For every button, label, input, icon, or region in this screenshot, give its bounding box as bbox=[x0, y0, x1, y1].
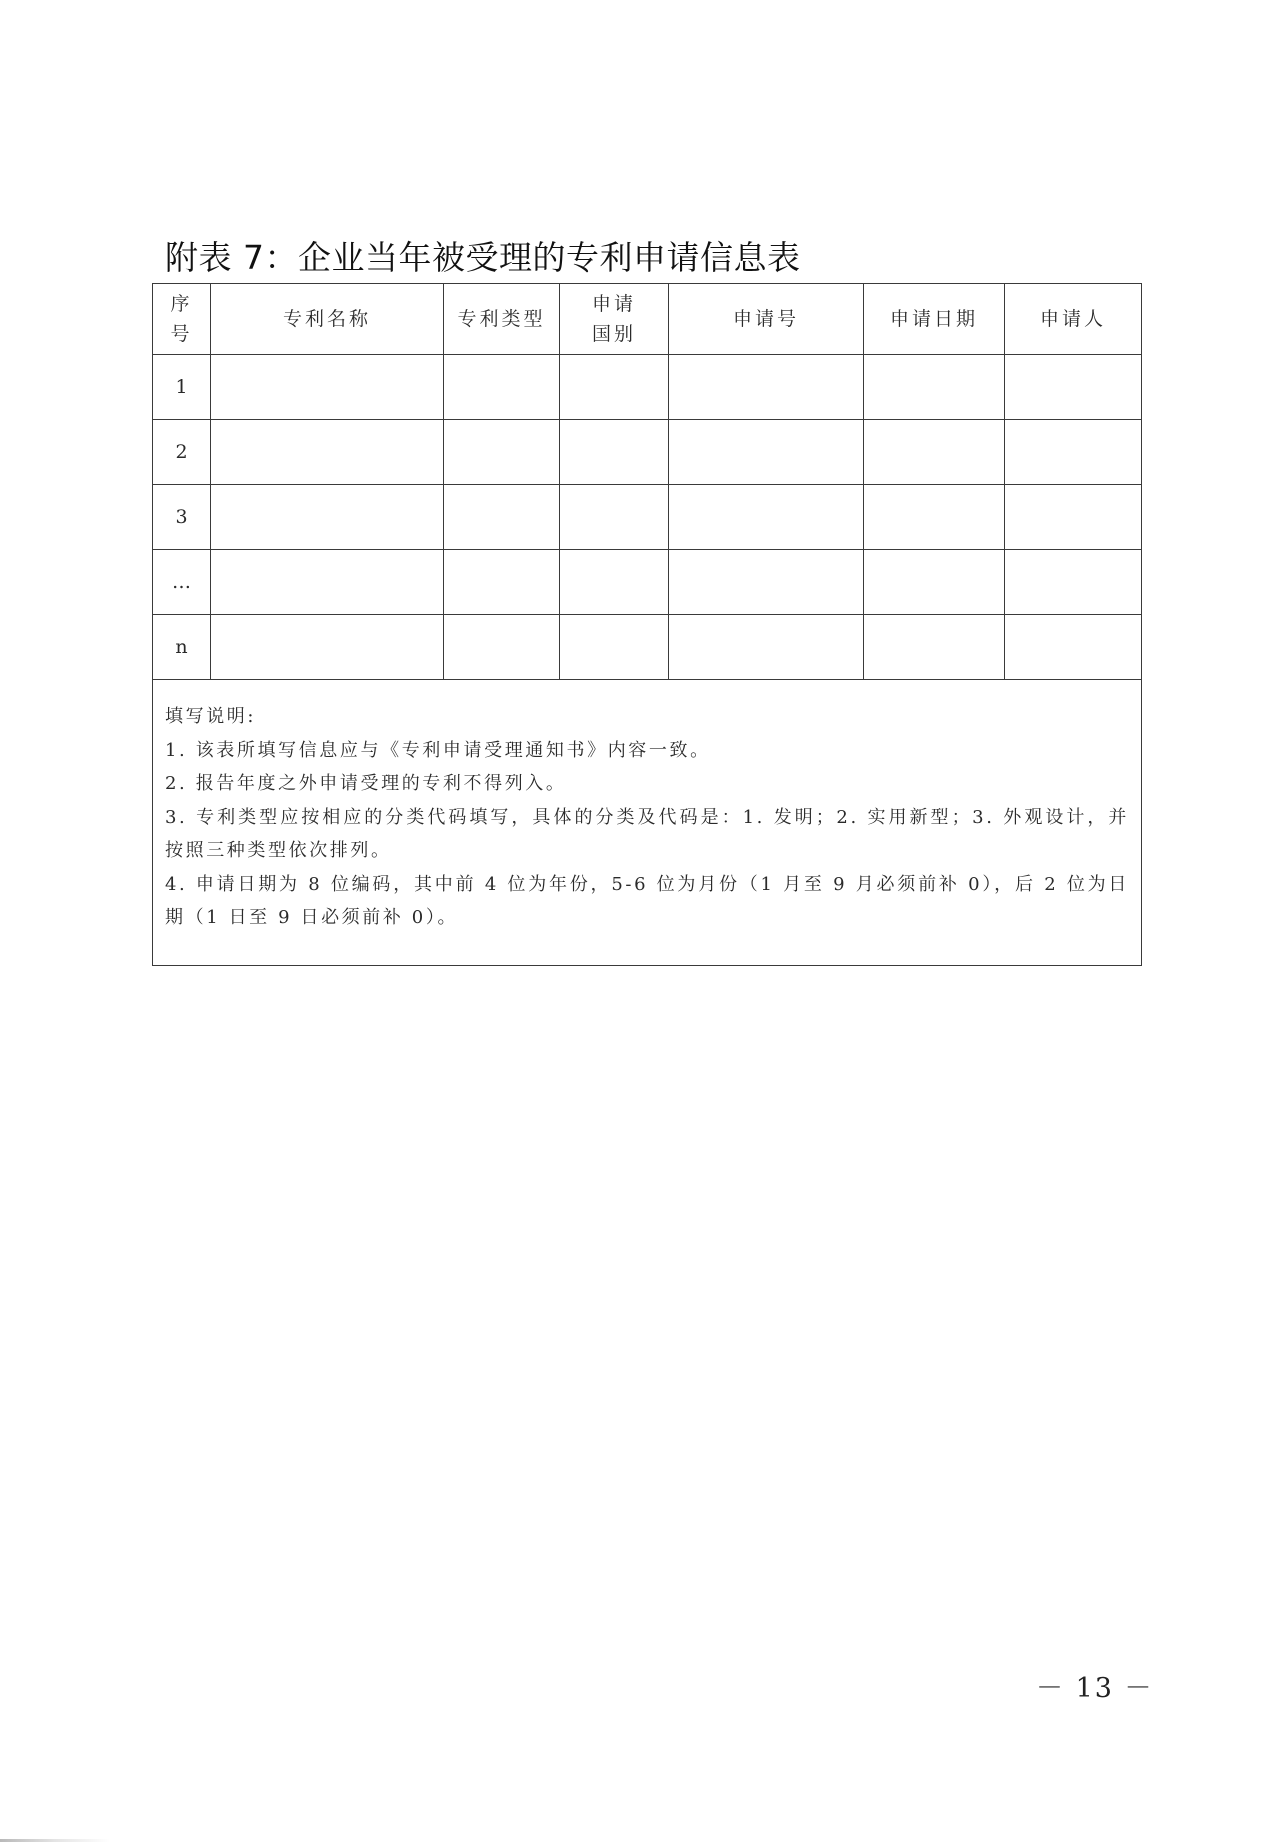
cell-patent-name bbox=[211, 420, 444, 485]
table-row bbox=[153, 485, 1142, 550]
cell-application-number bbox=[669, 485, 864, 550]
header-text: 申请 bbox=[591, 293, 636, 315]
cell-application-number bbox=[669, 420, 864, 485]
page-title: 附表 7：企业当年被受理的专利申请信息表 bbox=[165, 238, 801, 277]
table-row bbox=[153, 550, 1142, 615]
cell-application-number bbox=[669, 550, 864, 615]
cell-application-country bbox=[560, 420, 669, 485]
note-item: 1. 该表所填写信息应与《专利申请受理通知书》内容一致。 bbox=[165, 739, 711, 761]
cell-application-date bbox=[864, 485, 1005, 550]
cell-application-country bbox=[560, 615, 669, 680]
header-applicant: 申请人 bbox=[1005, 284, 1142, 355]
row-index: 2 bbox=[153, 420, 211, 485]
cell-application-country bbox=[560, 550, 669, 615]
header-application-country bbox=[560, 284, 669, 355]
cell-application-date bbox=[864, 420, 1005, 485]
cell-application-country bbox=[560, 355, 669, 420]
notes-row bbox=[153, 680, 1142, 966]
row-index: n bbox=[153, 615, 211, 680]
row-index: 3 bbox=[153, 485, 211, 550]
filling-instructions bbox=[153, 680, 1142, 966]
cell-patent-type bbox=[444, 355, 560, 420]
page-number: － 13 － bbox=[1036, 1673, 1154, 1704]
patent-application-table bbox=[152, 283, 1142, 966]
table-row bbox=[153, 615, 1142, 680]
cell-applicant bbox=[1005, 550, 1142, 615]
note-item: 3. 专利类型应按相应的分类代码填写，具体的分类及代码是：1. 发明；2. 实用新型；3. 外观设计，并按照三种类型依次排列。 bbox=[165, 806, 1129, 861]
cell-patent-type bbox=[444, 420, 560, 485]
table-header-row bbox=[153, 284, 1142, 355]
cell-application-number bbox=[669, 615, 864, 680]
cell-patent-name bbox=[211, 355, 444, 420]
header-text: 国别 bbox=[591, 323, 636, 345]
table-row bbox=[153, 420, 1142, 485]
cell-patent-type bbox=[444, 485, 560, 550]
notes-heading: 填写说明: bbox=[165, 706, 257, 727]
note-item: 4. 申请日期为 8 位编码，其中前 4 位为年份，5-6 位为月份（1 月至 9 月必须前补 0），后 2 位为日期（1 日至 9 日必须前补 0）。 bbox=[165, 873, 1129, 928]
row-index: … bbox=[153, 550, 211, 615]
note-item: 2. 报告年度之外申请受理的专利不得列入。 bbox=[165, 773, 567, 794]
cell-application-number bbox=[669, 355, 864, 420]
cell-application-country bbox=[560, 485, 669, 550]
header-patent-type: 专利类型 bbox=[444, 284, 560, 355]
cell-patent-type bbox=[444, 615, 560, 680]
header-text: 号 bbox=[170, 323, 193, 345]
row-index: 1 bbox=[153, 355, 211, 420]
table-row bbox=[153, 355, 1142, 420]
cell-application-date bbox=[864, 550, 1005, 615]
header-application-number: 申请号 bbox=[669, 284, 864, 355]
header-application-date: 申请日期 bbox=[864, 284, 1005, 355]
cell-patent-name bbox=[211, 485, 444, 550]
cell-applicant bbox=[1005, 420, 1142, 485]
cell-applicant bbox=[1005, 485, 1142, 550]
cell-application-date bbox=[864, 615, 1005, 680]
cell-patent-type bbox=[444, 550, 560, 615]
header-text: 序 bbox=[170, 293, 193, 315]
header-patent-name: 专利名称 bbox=[211, 284, 444, 355]
cell-patent-name bbox=[211, 615, 444, 680]
cell-applicant bbox=[1005, 615, 1142, 680]
cell-patent-name bbox=[211, 550, 444, 615]
header-serial-number bbox=[153, 284, 211, 355]
cell-applicant bbox=[1005, 355, 1142, 420]
cell-application-date bbox=[864, 355, 1005, 420]
